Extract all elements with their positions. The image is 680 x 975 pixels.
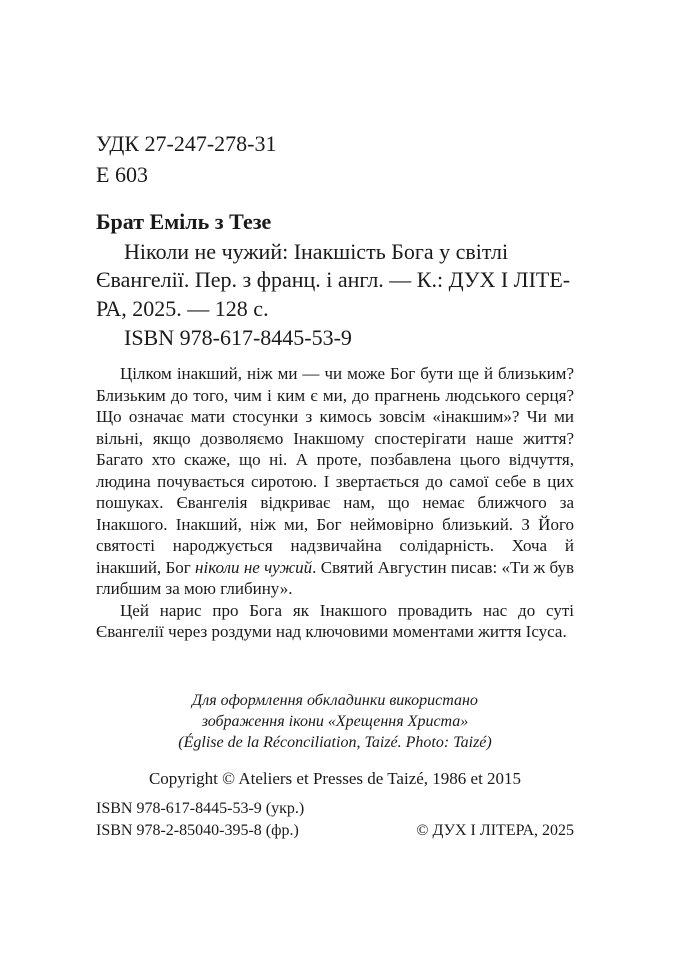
annotation-italic-phrase: ніколи не чужий [195,557,313,577]
annotation-paragraph-2: Цей нарис про Бога як Інакшого провадить нас до суті Євангелії через роздуми над ключовими моментами життя Ісуса. [96,600,574,641]
annotation-paragraph-1 [96,363,574,600]
cover-caption [96,690,574,753]
annotation [96,363,574,643]
isbn-french: ISBN 978-2-85040-395-8 (фр.) [96,822,299,839]
biblio-isbn: ISBN 978-617-8445-53-9 [124,325,352,350]
caption-line: зображення ікони «Хрещення Христа» [201,713,469,730]
caption-line: Для оформлення обкладинки використано [192,692,478,709]
udk-code: УДК 27-247-278-31 [96,131,277,156]
copyright-notice: Copyright © Ateliers et Presses de Taizé, 1986 et 2015 [148,769,522,788]
publisher-copyright: © ДУХ І ЛІТЕРА, 2025 [416,822,574,839]
biblio-title-line: Ніколи не чужий: Інакшість Бога у світлі [124,239,509,264]
annotation-text-end: . Святий Августин писав: «Ти ж був глибшим за мою глибину». [96,557,574,598]
annotation-text: Цілком інакший, ніж ми — чи може Бог бути ще й близьким? Близьким до того, чим і ким є ми, до прагнень людського серця? Що означає мати стосунки з кимось зовсім «інакшим»? Чи ми вільні, якщо дозволяємо Інакшому спостерігати наше життя? Багато хто скаже, що ні. А проте, позбавлена цього відчуття, людина почувається сиротою. І звертається до самої себе в цих пошуках. Євангелія відкриває нам, що немає ближчого за Інакшого. Інакший, ніж ми, Бог неймовірно близький. З Його святості народжується надзвичайна солідарність. Хоча й інакший, Бог [96,364,574,577]
biblio-line-3: РА, 2025. — 128 с. [96,296,269,321]
caption-line: (Église de la Réconciliation, Taizé. Photo: Taizé) [178,734,492,751]
author-name: Брат Еміль з Тезе [96,209,272,234]
author-mark: Е 603 [96,162,148,187]
biblio-line-2: Євангелії. Пер. з франц. і англ. — К.: ДУХ І ЛІТЕ- [96,267,571,292]
isbn-ukrainian: ISBN 978-617-8445-53-9 (укр.) [96,800,305,817]
